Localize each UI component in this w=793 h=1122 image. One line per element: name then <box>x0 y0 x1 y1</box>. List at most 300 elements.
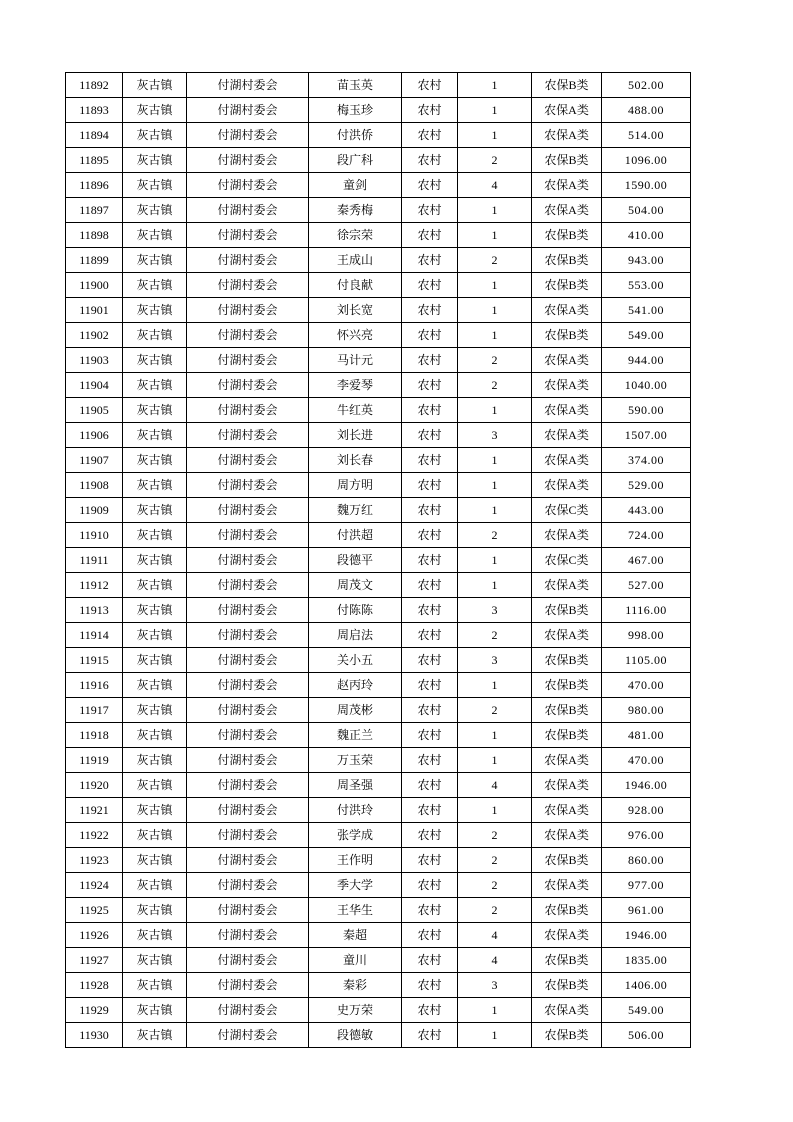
cell-person-count: 1 <box>458 473 532 498</box>
cell-person-name: 季大学 <box>309 873 402 898</box>
cell-person-name: 周茂彬 <box>309 698 402 723</box>
table-row <box>66 823 691 848</box>
cell-insurance-class: 农保B类 <box>532 223 602 248</box>
cell-record-id: 11901 <box>66 298 123 323</box>
cell-person-name: 怀兴亮 <box>309 323 402 348</box>
cell-record-id: 11925 <box>66 898 123 923</box>
table-row <box>66 573 691 598</box>
cell-person-name: 赵丙玲 <box>309 673 402 698</box>
cell-town: 灰古镇 <box>123 173 187 198</box>
cell-person-count: 1 <box>458 798 532 823</box>
cell-village: 付湖村委会 <box>187 98 309 123</box>
cell-village: 付湖村委会 <box>187 573 309 598</box>
cell-insurance-class: 农保B类 <box>532 698 602 723</box>
cell-village: 付湖村委会 <box>187 923 309 948</box>
table-row <box>66 73 691 98</box>
table-row <box>66 198 691 223</box>
cell-insurance-class: 农保A类 <box>532 798 602 823</box>
cell-town: 灰古镇 <box>123 73 187 98</box>
cell-person-count: 4 <box>458 773 532 798</box>
cell-person-name: 秦超 <box>309 923 402 948</box>
cell-person-count: 1 <box>458 723 532 748</box>
cell-insurance-class: 农保A类 <box>532 373 602 398</box>
cell-person-name: 梅玉珍 <box>309 98 402 123</box>
cell-amount: 481.00 <box>602 723 691 748</box>
cell-village: 付湖村委会 <box>187 823 309 848</box>
cell-person-count: 2 <box>458 873 532 898</box>
cell-person-name: 史万荣 <box>309 998 402 1023</box>
cell-amount: 724.00 <box>602 523 691 548</box>
cell-village: 付湖村委会 <box>187 373 309 398</box>
cell-record-id: 11916 <box>66 673 123 698</box>
cell-village: 付湖村委会 <box>187 498 309 523</box>
table-row <box>66 323 691 348</box>
cell-amount: 943.00 <box>602 248 691 273</box>
cell-residence-type: 农村 <box>402 623 458 648</box>
cell-amount: 374.00 <box>602 448 691 473</box>
cell-record-id: 11894 <box>66 123 123 148</box>
cell-insurance-class: 农保A类 <box>532 198 602 223</box>
table-row <box>66 473 691 498</box>
cell-village: 付湖村委会 <box>187 73 309 98</box>
cell-record-id: 11905 <box>66 398 123 423</box>
cell-village: 付湖村委会 <box>187 1023 309 1048</box>
cell-person-name: 刘长春 <box>309 448 402 473</box>
cell-amount: 1590.00 <box>602 173 691 198</box>
table-row <box>66 848 691 873</box>
cell-village: 付湖村委会 <box>187 723 309 748</box>
cell-amount: 860.00 <box>602 848 691 873</box>
cell-residence-type: 农村 <box>402 448 458 473</box>
table-row <box>66 223 691 248</box>
cell-amount: 529.00 <box>602 473 691 498</box>
cell-town: 灰古镇 <box>123 323 187 348</box>
cell-person-name: 童剑 <box>309 173 402 198</box>
cell-person-name: 万玉荣 <box>309 748 402 773</box>
cell-residence-type: 农村 <box>402 323 458 348</box>
cell-record-id: 11906 <box>66 423 123 448</box>
cell-insurance-class: 农保B类 <box>532 273 602 298</box>
cell-town: 灰古镇 <box>123 623 187 648</box>
cell-insurance-class: 农保A类 <box>532 123 602 148</box>
cell-village: 付湖村委会 <box>187 598 309 623</box>
cell-insurance-class: 农保A类 <box>532 98 602 123</box>
cell-person-name: 王成山 <box>309 248 402 273</box>
table-row <box>66 1023 691 1048</box>
cell-residence-type: 农村 <box>402 948 458 973</box>
cell-town: 灰古镇 <box>123 148 187 173</box>
cell-amount: 549.00 <box>602 323 691 348</box>
cell-town: 灰古镇 <box>123 673 187 698</box>
cell-town: 灰古镇 <box>123 973 187 998</box>
cell-village: 付湖村委会 <box>187 698 309 723</box>
table-row <box>66 523 691 548</box>
cell-town: 灰古镇 <box>123 773 187 798</box>
cell-amount: 527.00 <box>602 573 691 598</box>
cell-person-name: 付洪玲 <box>309 798 402 823</box>
cell-residence-type: 农村 <box>402 998 458 1023</box>
cell-residence-type: 农村 <box>402 673 458 698</box>
cell-town: 灰古镇 <box>123 448 187 473</box>
cell-residence-type: 农村 <box>402 748 458 773</box>
cell-amount: 506.00 <box>602 1023 691 1048</box>
cell-amount: 470.00 <box>602 673 691 698</box>
cell-person-count: 1 <box>458 1023 532 1048</box>
cell-amount: 553.00 <box>602 273 691 298</box>
table-row <box>66 148 691 173</box>
cell-amount: 549.00 <box>602 998 691 1023</box>
cell-village: 付湖村委会 <box>187 623 309 648</box>
table-row <box>66 248 691 273</box>
cell-town: 灰古镇 <box>123 198 187 223</box>
cell-insurance-class: 农保A类 <box>532 523 602 548</box>
cell-village: 付湖村委会 <box>187 748 309 773</box>
cell-person-name: 周方明 <box>309 473 402 498</box>
cell-record-id: 11914 <box>66 623 123 648</box>
cell-town: 灰古镇 <box>123 298 187 323</box>
cell-insurance-class: 农保B类 <box>532 848 602 873</box>
cell-insurance-class: 农保A类 <box>532 473 602 498</box>
cell-residence-type: 农村 <box>402 73 458 98</box>
cell-residence-type: 农村 <box>402 198 458 223</box>
table-row <box>66 123 691 148</box>
cell-person-name: 秦秀梅 <box>309 198 402 223</box>
cell-village: 付湖村委会 <box>187 523 309 548</box>
cell-record-id: 11920 <box>66 773 123 798</box>
cell-amount: 977.00 <box>602 873 691 898</box>
cell-town: 灰古镇 <box>123 273 187 298</box>
cell-village: 付湖村委会 <box>187 998 309 1023</box>
cell-village: 付湖村委会 <box>187 198 309 223</box>
cell-insurance-class: 农保B类 <box>532 598 602 623</box>
table-row <box>66 773 691 798</box>
cell-person-count: 1 <box>458 123 532 148</box>
cell-residence-type: 农村 <box>402 873 458 898</box>
cell-record-id: 11895 <box>66 148 123 173</box>
cell-person-count: 2 <box>458 623 532 648</box>
cell-town: 灰古镇 <box>123 523 187 548</box>
cell-insurance-class: 农保A类 <box>532 398 602 423</box>
cell-amount: 443.00 <box>602 498 691 523</box>
cell-person-name: 刘长进 <box>309 423 402 448</box>
cell-record-id: 11893 <box>66 98 123 123</box>
cell-village: 付湖村委会 <box>187 348 309 373</box>
table-row <box>66 98 691 123</box>
cell-person-name: 段德平 <box>309 548 402 573</box>
cell-person-name: 段德敏 <box>309 1023 402 1048</box>
cell-amount: 1406.00 <box>602 973 691 998</box>
cell-person-count: 1 <box>458 323 532 348</box>
cell-insurance-class: 农保A类 <box>532 173 602 198</box>
cell-person-name: 童川 <box>309 948 402 973</box>
cell-town: 灰古镇 <box>123 573 187 598</box>
cell-record-id: 11908 <box>66 473 123 498</box>
cell-person-count: 1 <box>458 998 532 1023</box>
cell-person-count: 1 <box>458 498 532 523</box>
table-row <box>66 923 691 948</box>
cell-person-name: 周启法 <box>309 623 402 648</box>
cell-amount: 1096.00 <box>602 148 691 173</box>
cell-person-count: 1 <box>458 398 532 423</box>
cell-person-name: 王作明 <box>309 848 402 873</box>
cell-person-name: 秦彩 <box>309 973 402 998</box>
cell-record-id: 11904 <box>66 373 123 398</box>
cell-residence-type: 农村 <box>402 348 458 373</box>
cell-person-name: 王华生 <box>309 898 402 923</box>
cell-town: 灰古镇 <box>123 823 187 848</box>
table-row <box>66 498 691 523</box>
cell-person-name: 刘长宽 <box>309 298 402 323</box>
cell-village: 付湖村委会 <box>187 323 309 348</box>
cell-residence-type: 农村 <box>402 123 458 148</box>
cell-person-count: 2 <box>458 348 532 373</box>
cell-town: 灰古镇 <box>123 723 187 748</box>
cell-amount: 1946.00 <box>602 773 691 798</box>
cell-residence-type: 农村 <box>402 298 458 323</box>
cell-person-count: 3 <box>458 648 532 673</box>
cell-record-id: 11911 <box>66 548 123 573</box>
cell-record-id: 11902 <box>66 323 123 348</box>
cell-amount: 928.00 <box>602 798 691 823</box>
cell-insurance-class: 农保B类 <box>532 73 602 98</box>
cell-insurance-class: 农保A类 <box>532 873 602 898</box>
cell-town: 灰古镇 <box>123 598 187 623</box>
cell-person-count: 3 <box>458 423 532 448</box>
table-row <box>66 298 691 323</box>
cell-village: 付湖村委会 <box>187 223 309 248</box>
cell-village: 付湖村委会 <box>187 248 309 273</box>
cell-record-id: 11917 <box>66 698 123 723</box>
cell-record-id: 11918 <box>66 723 123 748</box>
cell-village: 付湖村委会 <box>187 648 309 673</box>
cell-village: 付湖村委会 <box>187 673 309 698</box>
cell-insurance-class: 农保A类 <box>532 298 602 323</box>
table-row <box>66 348 691 373</box>
cell-town: 灰古镇 <box>123 998 187 1023</box>
cell-residence-type: 农村 <box>402 1023 458 1048</box>
cell-residence-type: 农村 <box>402 923 458 948</box>
cell-residence-type: 农村 <box>402 598 458 623</box>
cell-insurance-class: 农保C类 <box>532 498 602 523</box>
cell-village: 付湖村委会 <box>187 973 309 998</box>
cell-town: 灰古镇 <box>123 473 187 498</box>
cell-record-id: 11910 <box>66 523 123 548</box>
cell-town: 灰古镇 <box>123 948 187 973</box>
cell-person-count: 1 <box>458 548 532 573</box>
cell-insurance-class: 农保A类 <box>532 823 602 848</box>
cell-town: 灰古镇 <box>123 1023 187 1048</box>
cell-village: 付湖村委会 <box>187 448 309 473</box>
cell-person-name: 徐宗荣 <box>309 223 402 248</box>
cell-person-name: 李爱琴 <box>309 373 402 398</box>
cell-amount: 410.00 <box>602 223 691 248</box>
cell-person-count: 1 <box>458 73 532 98</box>
cell-amount: 1040.00 <box>602 373 691 398</box>
table-row <box>66 648 691 673</box>
cell-town: 灰古镇 <box>123 223 187 248</box>
cell-person-name: 苗玉英 <box>309 73 402 98</box>
cell-record-id: 11909 <box>66 498 123 523</box>
cell-person-name: 付洪侨 <box>309 123 402 148</box>
cell-record-id: 11921 <box>66 798 123 823</box>
cell-town: 灰古镇 <box>123 548 187 573</box>
cell-insurance-class: 农保A类 <box>532 748 602 773</box>
cell-record-id: 11903 <box>66 348 123 373</box>
roster-table <box>65 72 691 1048</box>
cell-residence-type: 农村 <box>402 173 458 198</box>
cell-person-count: 4 <box>458 173 532 198</box>
cell-record-id: 11922 <box>66 823 123 848</box>
cell-person-count: 1 <box>458 573 532 598</box>
cell-amount: 1946.00 <box>602 923 691 948</box>
cell-residence-type: 农村 <box>402 573 458 598</box>
cell-residence-type: 农村 <box>402 898 458 923</box>
cell-town: 灰古镇 <box>123 498 187 523</box>
cell-person-count: 1 <box>458 673 532 698</box>
cell-record-id: 11899 <box>66 248 123 273</box>
cell-person-count: 4 <box>458 923 532 948</box>
table-row <box>66 973 691 998</box>
table-row <box>66 698 691 723</box>
cell-insurance-class: 农保B类 <box>532 898 602 923</box>
cell-insurance-class: 农保B类 <box>532 723 602 748</box>
cell-residence-type: 农村 <box>402 223 458 248</box>
table-row <box>66 273 691 298</box>
cell-residence-type: 农村 <box>402 698 458 723</box>
cell-record-id: 11907 <box>66 448 123 473</box>
cell-person-count: 2 <box>458 523 532 548</box>
cell-insurance-class: 农保B类 <box>532 973 602 998</box>
cell-town: 灰古镇 <box>123 648 187 673</box>
cell-town: 灰古镇 <box>123 698 187 723</box>
cell-amount: 590.00 <box>602 398 691 423</box>
cell-amount: 467.00 <box>602 548 691 573</box>
cell-residence-type: 农村 <box>402 423 458 448</box>
cell-amount: 944.00 <box>602 348 691 373</box>
cell-town: 灰古镇 <box>123 873 187 898</box>
cell-insurance-class: 农保B类 <box>532 673 602 698</box>
cell-village: 付湖村委会 <box>187 773 309 798</box>
cell-amount: 961.00 <box>602 898 691 923</box>
cell-person-name: 付良献 <box>309 273 402 298</box>
cell-insurance-class: 农保A类 <box>532 348 602 373</box>
cell-town: 灰古镇 <box>123 348 187 373</box>
table-row <box>66 398 691 423</box>
cell-insurance-class: 农保A类 <box>532 623 602 648</box>
cell-insurance-class: 农保B类 <box>532 648 602 673</box>
table-row <box>66 723 691 748</box>
cell-amount: 514.00 <box>602 123 691 148</box>
cell-person-name: 关小五 <box>309 648 402 673</box>
cell-village: 付湖村委会 <box>187 423 309 448</box>
cell-person-count: 2 <box>458 898 532 923</box>
cell-person-count: 1 <box>458 223 532 248</box>
table-row <box>66 548 691 573</box>
cell-residence-type: 农村 <box>402 498 458 523</box>
cell-amount: 541.00 <box>602 298 691 323</box>
table-row <box>66 623 691 648</box>
cell-person-count: 3 <box>458 973 532 998</box>
cell-amount: 998.00 <box>602 623 691 648</box>
cell-residence-type: 农村 <box>402 373 458 398</box>
cell-record-id: 11896 <box>66 173 123 198</box>
cell-town: 灰古镇 <box>123 898 187 923</box>
table-row <box>66 948 691 973</box>
cell-residence-type: 农村 <box>402 548 458 573</box>
cell-village: 付湖村委会 <box>187 873 309 898</box>
cell-amount: 976.00 <box>602 823 691 848</box>
cell-amount: 502.00 <box>602 73 691 98</box>
cell-person-name: 段广科 <box>309 148 402 173</box>
cell-person-count: 2 <box>458 373 532 398</box>
cell-person-name: 周圣强 <box>309 773 402 798</box>
cell-village: 付湖村委会 <box>187 398 309 423</box>
cell-record-id: 11923 <box>66 848 123 873</box>
cell-person-count: 1 <box>458 298 532 323</box>
cell-person-count: 2 <box>458 698 532 723</box>
table-row <box>66 673 691 698</box>
cell-village: 付湖村委会 <box>187 548 309 573</box>
cell-record-id: 11912 <box>66 573 123 598</box>
cell-town: 灰古镇 <box>123 423 187 448</box>
cell-village: 付湖村委会 <box>187 473 309 498</box>
cell-insurance-class: 农保B类 <box>532 948 602 973</box>
cell-person-count: 4 <box>458 948 532 973</box>
cell-town: 灰古镇 <box>123 798 187 823</box>
cell-town: 灰古镇 <box>123 373 187 398</box>
cell-village: 付湖村委会 <box>187 148 309 173</box>
cell-amount: 470.00 <box>602 748 691 773</box>
cell-insurance-class: 农保A类 <box>532 923 602 948</box>
cell-town: 灰古镇 <box>123 98 187 123</box>
cell-person-count: 1 <box>458 198 532 223</box>
cell-amount: 1835.00 <box>602 948 691 973</box>
table-row <box>66 998 691 1023</box>
cell-insurance-class: 农保A类 <box>532 773 602 798</box>
cell-residence-type: 农村 <box>402 523 458 548</box>
table-body <box>66 73 691 1048</box>
cell-town: 灰古镇 <box>123 248 187 273</box>
cell-amount: 1116.00 <box>602 598 691 623</box>
cell-residence-type: 农村 <box>402 473 458 498</box>
cell-residence-type: 农村 <box>402 848 458 873</box>
cell-residence-type: 农村 <box>402 248 458 273</box>
cell-insurance-class: 农保B类 <box>532 1023 602 1048</box>
table-row <box>66 373 691 398</box>
cell-village: 付湖村委会 <box>187 173 309 198</box>
cell-record-id: 11892 <box>66 73 123 98</box>
cell-town: 灰古镇 <box>123 923 187 948</box>
cell-residence-type: 农村 <box>402 723 458 748</box>
cell-person-name: 牛红英 <box>309 398 402 423</box>
cell-person-name: 魏万红 <box>309 498 402 523</box>
cell-person-name: 周茂文 <box>309 573 402 598</box>
table-row <box>66 873 691 898</box>
cell-insurance-class: 农保A类 <box>532 448 602 473</box>
table-row <box>66 448 691 473</box>
cell-insurance-class: 农保A类 <box>532 573 602 598</box>
cell-town: 灰古镇 <box>123 398 187 423</box>
table-row <box>66 748 691 773</box>
cell-residence-type: 农村 <box>402 273 458 298</box>
cell-record-id: 11926 <box>66 923 123 948</box>
cell-record-id: 11897 <box>66 198 123 223</box>
cell-record-id: 11928 <box>66 973 123 998</box>
cell-residence-type: 农村 <box>402 973 458 998</box>
cell-person-count: 1 <box>458 273 532 298</box>
cell-person-count: 3 <box>458 598 532 623</box>
cell-village: 付湖村委会 <box>187 848 309 873</box>
